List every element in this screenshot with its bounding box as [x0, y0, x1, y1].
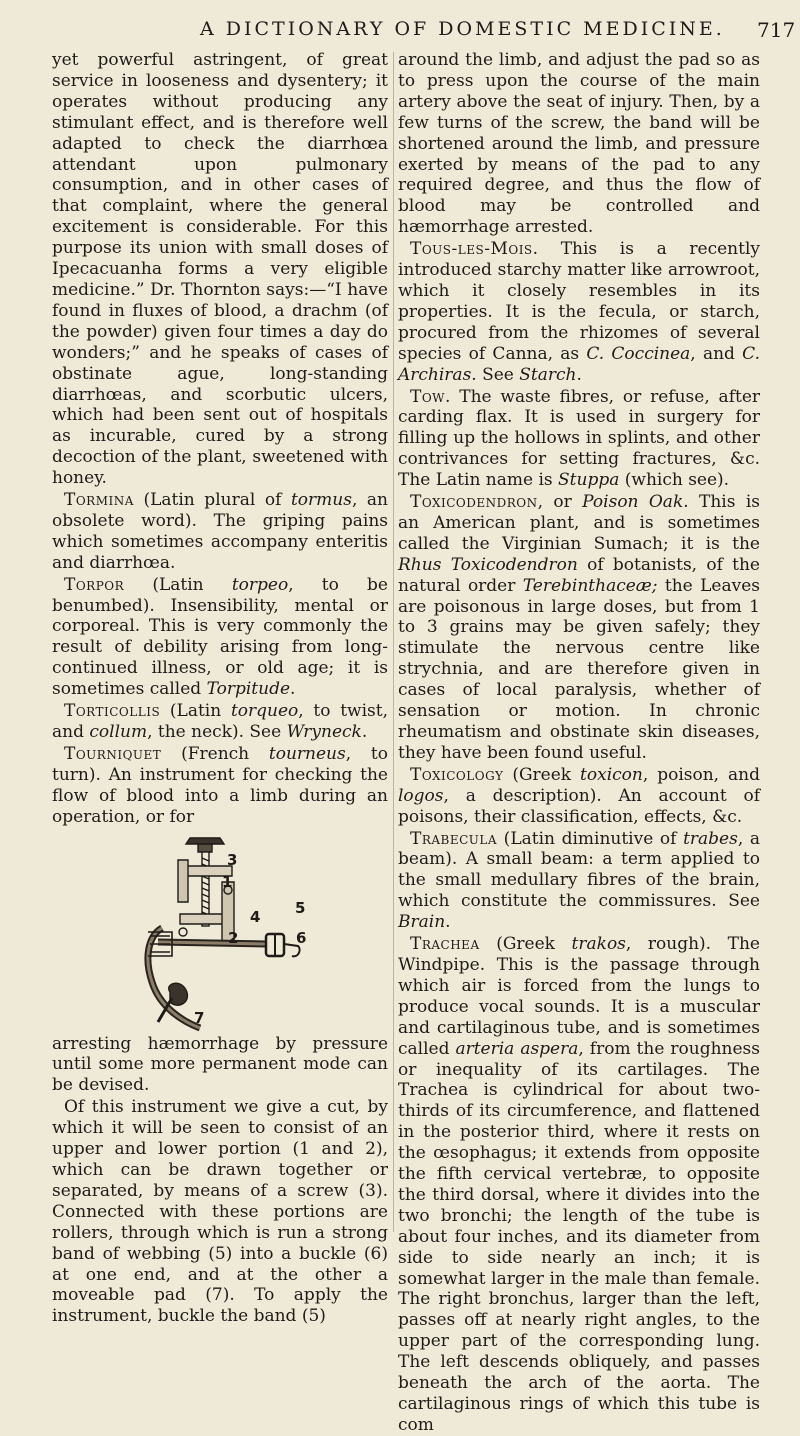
entry-text: (Latin — [160, 701, 231, 722]
entry-text: . This is a recently introduced starchy matter like arrowroot, which it closely resembles in its properties. It is the fecula, or starch, procured from the rhizomes of several species of Canna, as — [398, 239, 760, 364]
entry-text: , or — [537, 492, 583, 513]
entry-italic: C. Archiras — [398, 343, 760, 385]
figure-label-4: 4 — [250, 907, 261, 926]
cross-reference: Wryneck — [286, 722, 362, 742]
headword-trachea: Trachea — [410, 934, 480, 955]
entry-text: . — [361, 722, 368, 742]
entry-italic: torpeo — [231, 574, 289, 595]
figure-label-1: 1 — [222, 872, 233, 891]
entry-tourniquet-description: Of this instrument we give a cut, by which it will be seen to consist of an upper and lower portion (1 and 2), which can be drawn together or separated, by means of a screw (3). Connected with these portions are rollers, through which is run a strong band of webbing (5) into a buckle (6) at one end, and at the other a moveable pad (7). To apply the instrument, buckle the band (5) — [52, 1097, 388, 1327]
left-column — [52, 50, 388, 1327]
running-head-title: A DICTIONARY OF DOMESTIC MEDICINE. — [200, 18, 725, 40]
entry-italic: arteria aspera — [455, 1038, 579, 1059]
entry-tow — [398, 387, 760, 492]
tourniquet-figure — [52, 832, 388, 1032]
entry-text: . — [576, 364, 582, 385]
entry-italic: C. Coccinea — [586, 343, 691, 364]
entry-text: (French — [161, 743, 269, 764]
cross-reference: Brain — [398, 912, 446, 933]
entry-toxicology — [398, 765, 760, 828]
entry-text: , the neck). See — [147, 722, 287, 742]
entry-text: , a description). An account of poisons, their classification, effects, &c. — [398, 785, 760, 827]
entry-text: , and — [690, 343, 743, 364]
headword-tourniquet: Tourniquet — [64, 743, 162, 764]
entry-italic: Rhus Toxicodendron — [398, 554, 578, 575]
entry-tormentil-continued: yet powerful astringent, of great service in looseness and dysentery; it operates without producing any stimulant effect, and is therefore well adapted to check the diarrhœa attendant upon pulmonary consumption, and in other cases of that complaint, where the general excitement is considerable. For this purpose its union with small doses of Ipecacuanha forms a very eligible medicine.” Dr. Thornton says:—“I have found in fluxes of blood, a drachm (of the powder) given four times a day do wonders;” and he speaks of cases of obstinate ague, long-standing diarrhœas, and scorbutic ulcers, which had been sent out of hospitals as incurable, cured by a strong decoction of the plant, sweetened with honey. — [52, 50, 388, 489]
headword-torticollis: Torticollis — [64, 701, 161, 722]
entry-text: , to turn). An instrument for checking the flow of blood into a limb during an operation, or for — [52, 743, 388, 827]
entry-text: (Latin plural of — [133, 490, 291, 511]
entry-text: (Latin diminutive of — [497, 828, 684, 849]
tourniquet-illustration — [52, 832, 388, 1032]
entry-italic: collum — [89, 722, 148, 742]
figure-label-5: 5 — [295, 898, 306, 917]
entry-torpor — [52, 575, 388, 700]
headword-trabecula: Trabecula — [410, 828, 498, 849]
entry-text: (Latin — [124, 574, 232, 595]
entry-text: , a beam). A small beam: a term applied to the small medullary fibres of the brain, which constitute the commissures. See — [398, 828, 760, 912]
entry-tormina — [52, 490, 388, 574]
figure-label-6: 6 — [296, 928, 307, 947]
entry-text: , to be benumbed). Insensibility, mental or corporeal. This is very commonly the result of debility arising from long-continued illness, or old age; it is sometimes called — [52, 574, 388, 700]
entry-text: (which see). — [619, 470, 730, 491]
headword-tow: Tow — [410, 386, 446, 407]
right-column — [398, 50, 760, 1436]
headword-tormina: Tormina — [64, 490, 134, 511]
headword-tous-les-mois: Tous-les-Mois — [410, 239, 533, 260]
figure-label-3: 3 — [227, 850, 238, 869]
entry-text: of botanists, of the natural order — [398, 554, 760, 596]
entry-tourniquet-continued: arresting hæmorrhage by pressure until some more permanent mode can be devised. — [52, 1033, 388, 1096]
entry-italic: logos — [398, 785, 444, 806]
entry-italic: trabes — [683, 828, 738, 849]
page-number: 717 — [757, 18, 796, 42]
cross-reference: Starch — [519, 364, 577, 385]
entry-text: . This is an American plant, and is sometimes called the Virginian Sumach; it is the — [398, 492, 761, 554]
entry-text: , to twist, and — [52, 701, 388, 742]
entry-tourniquet-application: around the limb, and adjust the pad so as to press upon the course of the main artery above the seat of injury. Then, by a few turns of the screw, the band will be shortened around the limb, and pressure exerted by means of the pad to any required degree, and thus the flow of blood may be controlled and hæmorrhage arrested. — [398, 50, 760, 238]
headword-toxicodendron: Toxicodendron — [410, 492, 538, 513]
entry-italic: torqueo — [230, 701, 299, 722]
cross-reference: Stuppa — [558, 470, 620, 491]
entry-text: (Greek — [503, 764, 581, 785]
entry-italic: Poison Oak — [582, 492, 684, 513]
entry-italic: trakos — [571, 934, 626, 955]
entry-trabecula — [398, 829, 760, 934]
entry-text: , rough). The Windpipe. This is the passage through which air is forced from the lungs to produce vocal sounds. It is a muscular and cartilaginous tube, and is sometimes called — [398, 934, 760, 1059]
running-head — [0, 14, 800, 44]
headword-toxicology: Toxicology — [410, 764, 504, 785]
entry-trachea — [398, 934, 760, 1436]
entry-italic: tormus — [290, 490, 352, 511]
entry-italic: toxicon — [580, 764, 643, 785]
entry-text: . — [290, 679, 296, 700]
column-divider — [393, 52, 394, 1232]
entry-text: . The waste fibres, or refuse, after carding flax. It is used in surgery for filling up the hollows in splints, and other contrivances for setting fractures, &c. The Latin name is — [398, 386, 760, 491]
entry-text: , from the roughness or inequality of its cartilages. The Trachea is cylindrical for about two-thirds of its circumference, and flattened in the posterior third, where it rests on the œsophagus; it extends from opposite the fifth cervical vertebræ, to opposite the third dorsal, where it divides into the two bronchi; the length of the tube is about four inches, and its diameter from side to side nearly an inch; it is somewhat larger in the male than female. The right bronchus, larger than the left, passes off at nearly right angles, to the upper part of the corresponding lung. The left descends obliquely, and passes beneath the arch of the aorta. The cartilaginous rings of which this tube is com — [398, 1038, 760, 1435]
figure-label-7: 7 — [194, 1008, 205, 1027]
figure-label-2: 2 — [228, 928, 239, 947]
entry-italic: Terebinthaceæ; — [522, 575, 658, 596]
entry-text: , an obsolete word). The griping pains which sometimes accompany enteritis and diarrhœa. — [52, 490, 388, 573]
entry-text: , poison, and — [642, 764, 760, 785]
entry-italic: tourneus — [268, 743, 346, 764]
entry-text: (Greek — [479, 934, 572, 955]
entry-text: . See — [471, 364, 520, 385]
entry-toxicodendron — [398, 492, 760, 764]
entry-italic: Torpitude — [206, 679, 291, 700]
entry-torticollis — [52, 701, 388, 743]
entry-text: . — [445, 912, 451, 933]
headword-torpor: Torpor — [64, 574, 125, 595]
entry-tourniquet — [52, 744, 388, 828]
entry-text: the Leaves are poisonous in large doses, but from 1 to 3 grains may be given safely; they stimulate the nervous centre like strychnia, and are therefore given in cases of local paralysis, whether of sensation or motion. In chronic rheumatism and obstinate skin diseases, they have been found useful. — [398, 575, 760, 763]
entry-tous-les-mois — [398, 239, 760, 385]
